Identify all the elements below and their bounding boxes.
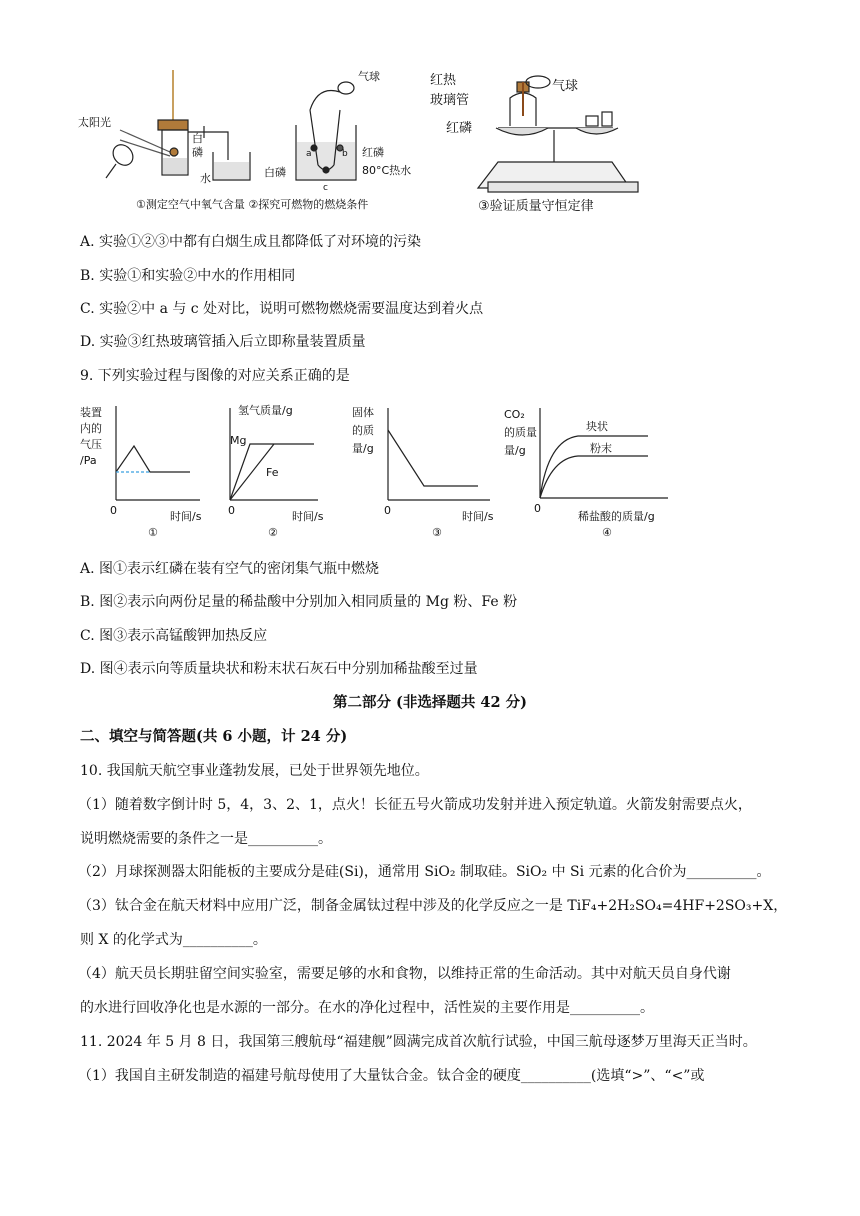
label-red-p-3: 红磷 (446, 121, 473, 136)
q8-option-d: D. 实验③红热玻璃管插入后立即称量装置质量 (80, 334, 366, 350)
g1-y4: /Pa (80, 454, 97, 467)
g3-y3: 量/g (352, 442, 374, 455)
q11-stem: 11. 2024 年 5 月 8 日，我国第三艘航母“福建舰”圆满完成首次航行试验，中国三航母逐梦万里海天正当时。 (80, 1034, 757, 1050)
experiment-2-apparatus (296, 82, 356, 180)
q10-p3b: 则 X 的化学式为__________。 (80, 932, 267, 948)
label-a: a (306, 149, 312, 159)
g4-xlabel: 稀盐酸的质量/g (578, 510, 655, 523)
label-red-p: 红磷 (362, 146, 384, 159)
g4-origin: 0 (534, 502, 541, 515)
g3-xlabel: 时间/s (462, 510, 494, 523)
g1-y3: 气压 (80, 438, 102, 451)
g4-y3: 量/g (504, 444, 526, 457)
g2-xlabel: 时间/s (292, 510, 324, 523)
q9-option-b: B. 图②表示向两份足量的稀盐酸中分别加入相同质量的 Mg 粉、Fe 粉 (80, 594, 518, 610)
part2-title: 第二部分 (非选择题共 42 分) (332, 694, 528, 711)
q10-stem: 10. 我国航天航空事业蓬勃发展，已处于世界领先地位。 (80, 763, 429, 779)
label-white-p: 白磷 (264, 166, 286, 179)
q8-option-b: B. 实验①和实验②中水的作用相同 (80, 268, 296, 284)
experiment-figure (78, 70, 648, 220)
caption-3: ③验证质量守恒定律 (478, 199, 594, 214)
q10-p2: （2）月球探测器太阳能板的主要成分是硅(Si)，通常用 SiO₂ 制取硅。SiO₂ 中 Si 元素的化合价为__________。 (78, 864, 771, 880)
label-c: c (323, 183, 328, 193)
g3-y1: 固体 (352, 406, 374, 419)
q8-option-a: A. 实验①②③中都有白烟生成且都降低了对环境的污染 (80, 234, 422, 250)
q10-p1a: （1）随着数字倒计时 5，4，3、2、1，点火！长征五号火箭成功发射并进入预定轨道。火箭发射需要点火， (78, 797, 752, 813)
graph-2 (230, 408, 318, 500)
q8-option-c: C. 实验②中 a 与 c 处对比，说明可燃物燃烧需要温度达到着火点 (80, 301, 484, 317)
label-white-p-1: 白 (192, 132, 203, 145)
label-hot-water: 80°C热水 (362, 164, 412, 177)
label-balloon-3: 气球 (552, 79, 579, 94)
g2-mg: Mg (230, 434, 247, 447)
g2-ylabel: 氢气质量/g (238, 404, 293, 417)
g1-num: ① (148, 526, 158, 539)
g4-y1: CO₂ (504, 408, 525, 421)
label-hot-glass-1: 红热 (430, 73, 457, 88)
g1-origin: 0 (110, 504, 117, 517)
g2-num: ② (268, 526, 278, 539)
q10-p3a: （3）钛合金在航天材料中应用广泛，制备金属钛过程中涉及的化学反应之一是 TiF₄+2H₂SO₄=4HF+2SO₃+X， (78, 898, 788, 914)
q9-option-c: C. 图③表示高锰酸钾加热反应 (80, 628, 268, 644)
g4-lump: 块状 (586, 420, 608, 433)
g3-y2: 的质 (352, 424, 374, 437)
label-white-p-2: 磷 (192, 146, 203, 159)
g1-y1: 装置 (80, 406, 102, 419)
g3-num: ③ (432, 526, 442, 539)
g1-y2: 内的 (80, 422, 102, 435)
g1-xlabel: 时间/s (170, 510, 202, 523)
g4-powder: 粉末 (590, 442, 612, 455)
q10-p4b: 的水进行回收净化也是水源的一部分。在水的净化过程中，活性炭的主要作用是__________。 (80, 1000, 654, 1016)
q9-stem: 9. 下列实验过程与图像的对应关系正确的是 (80, 368, 350, 384)
label-hot-glass-2: 玻璃管 (430, 93, 470, 108)
graph-1 (116, 406, 200, 500)
label-balloon: 气球 (358, 70, 380, 83)
g2-fe: Fe (266, 466, 279, 479)
g4-y2: 的质量 (504, 426, 537, 439)
label-sunlight: 太阳光 (78, 116, 111, 129)
graph-3 (388, 408, 490, 500)
g2-origin: 0 (228, 504, 235, 517)
q10-p4a: （4）航天员长期驻留空间实验室，需要足够的水和食物，以维持正常的生命活动。其中对航天员自身代谢 (78, 966, 731, 982)
g4-num: ④ (602, 526, 612, 539)
experiment-1-apparatus (106, 70, 250, 180)
q9-option-a: A. 图①表示红磷在装有空气的密闭集气瓶中燃烧 (80, 561, 380, 577)
label-b: b (342, 149, 348, 159)
g3-origin: 0 (384, 504, 391, 517)
section2-title: 二、填空与简答题(共 6 小题，计 24 分) (80, 728, 348, 745)
q11-p1: （1）我国自主研发制造的福建号航母使用了大量钛合金。钛合金的硬度__________(选填“>”、“<”或 (78, 1068, 705, 1084)
q9-option-d: D. 图④表示向等质量块状和粉末状石灰石中分别加稀盐酸至过量 (80, 661, 478, 677)
label-water: 水 (200, 172, 211, 185)
q10-p1b: 说明燃烧需要的条件之一是__________。 (80, 831, 332, 847)
caption-1-2: ①测定空气中氧气含量 ②探究可燃物的燃烧条件 (136, 198, 369, 211)
q9-graphs (78, 400, 688, 540)
